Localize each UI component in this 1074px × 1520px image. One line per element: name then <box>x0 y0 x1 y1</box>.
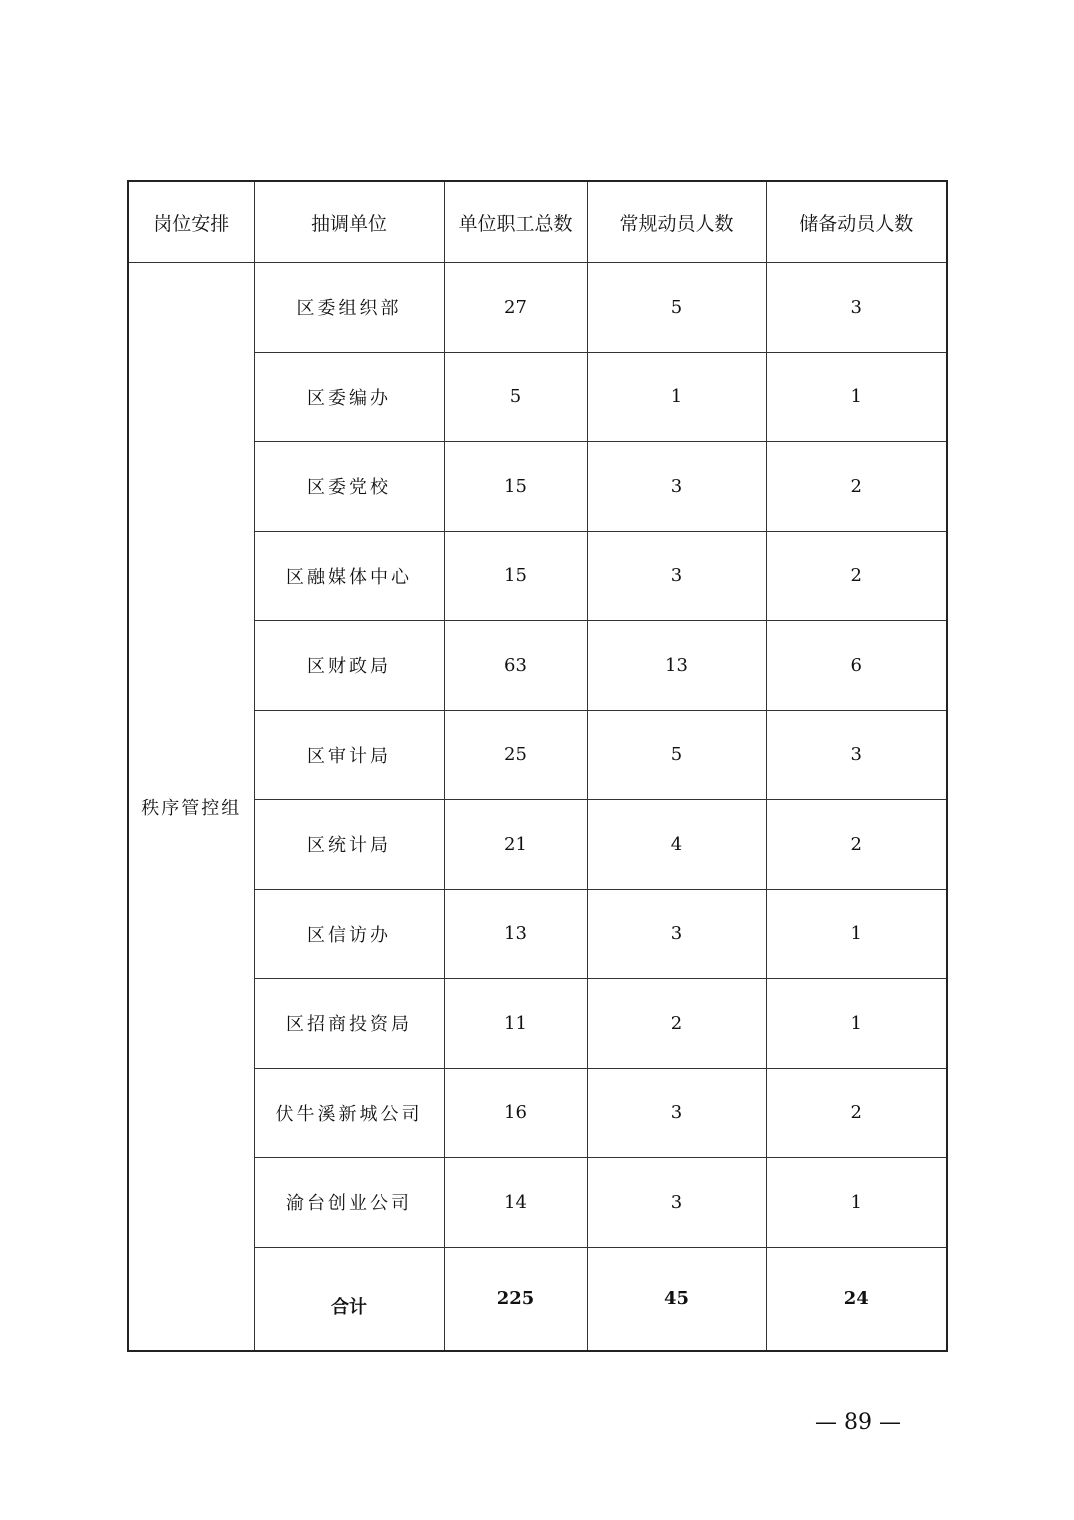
unit-cell: 区融媒体中心 <box>254 531 444 621</box>
total-staff-cell: 15 <box>444 442 587 532</box>
reserve-cell: 3 <box>766 263 947 353</box>
unit-cell: 渝台创业公司 <box>254 1158 444 1248</box>
header-unit: 抽调单位 <box>254 181 444 263</box>
unit-cell: 区统计局 <box>254 800 444 890</box>
regular-cell: 13 <box>587 621 766 711</box>
regular-cell: 2 <box>587 979 766 1069</box>
regular-cell: 3 <box>587 442 766 532</box>
total-staff-cell: 63 <box>444 621 587 711</box>
regular-cell: 3 <box>587 1158 766 1248</box>
unit-cell: 区招商投资局 <box>254 979 444 1069</box>
total-staff-cell: 11 <box>444 979 587 1069</box>
regular-cell: 1 <box>587 352 766 442</box>
table-row <box>128 263 947 353</box>
sum-regular: 45 <box>587 1247 766 1351</box>
unit-cell: 区财政局 <box>254 621 444 711</box>
header-position: 岗位安排 <box>128 181 254 263</box>
total-staff-cell: 14 <box>444 1158 587 1248</box>
total-staff-cell: 15 <box>444 531 587 621</box>
regular-cell: 3 <box>587 1068 766 1158</box>
header-regular: 常规动员人数 <box>587 181 766 263</box>
unit-cell: 区信访办 <box>254 889 444 979</box>
regular-cell: 5 <box>587 710 766 800</box>
unit-cell: 区审计局 <box>254 710 444 800</box>
total-staff-cell: 21 <box>444 800 587 890</box>
header-row <box>128 181 947 263</box>
sum-total-staff: 225 <box>444 1247 587 1351</box>
reserve-cell: 1 <box>766 352 947 442</box>
total-staff-cell: 27 <box>444 263 587 353</box>
reserve-cell: 1 <box>766 979 947 1069</box>
regular-cell: 3 <box>587 889 766 979</box>
header-reserve: 储备动员人数 <box>766 181 947 263</box>
reserve-cell: 2 <box>766 442 947 532</box>
regular-cell: 3 <box>587 531 766 621</box>
header-total-staff: 单位职工总数 <box>444 181 587 263</box>
reserve-cell: 1 <box>766 889 947 979</box>
total-staff-cell: 16 <box>444 1068 587 1158</box>
sum-reserve: 24 <box>766 1247 947 1351</box>
total-staff-cell: 5 <box>444 352 587 442</box>
reserve-cell: 3 <box>766 710 947 800</box>
reserve-cell: 2 <box>766 531 947 621</box>
regular-cell: 4 <box>587 800 766 890</box>
unit-cell: 区委党校 <box>254 442 444 532</box>
regular-cell: 5 <box>587 263 766 353</box>
page-number: — 89 — <box>815 1410 901 1435</box>
unit-cell: 区委组织部 <box>254 263 444 353</box>
mobilization-table <box>127 180 948 1352</box>
group-cell: 秩序管控组 <box>128 263 254 1352</box>
total-staff-cell: 25 <box>444 710 587 800</box>
reserve-cell: 6 <box>766 621 947 711</box>
total-label: 合计 <box>254 1247 444 1351</box>
unit-cell: 区委编办 <box>254 352 444 442</box>
reserve-cell: 1 <box>766 1158 947 1248</box>
unit-cell: 伏牛溪新城公司 <box>254 1068 444 1158</box>
reserve-cell: 2 <box>766 800 947 890</box>
total-staff-cell: 13 <box>444 889 587 979</box>
reserve-cell: 2 <box>766 1068 947 1158</box>
